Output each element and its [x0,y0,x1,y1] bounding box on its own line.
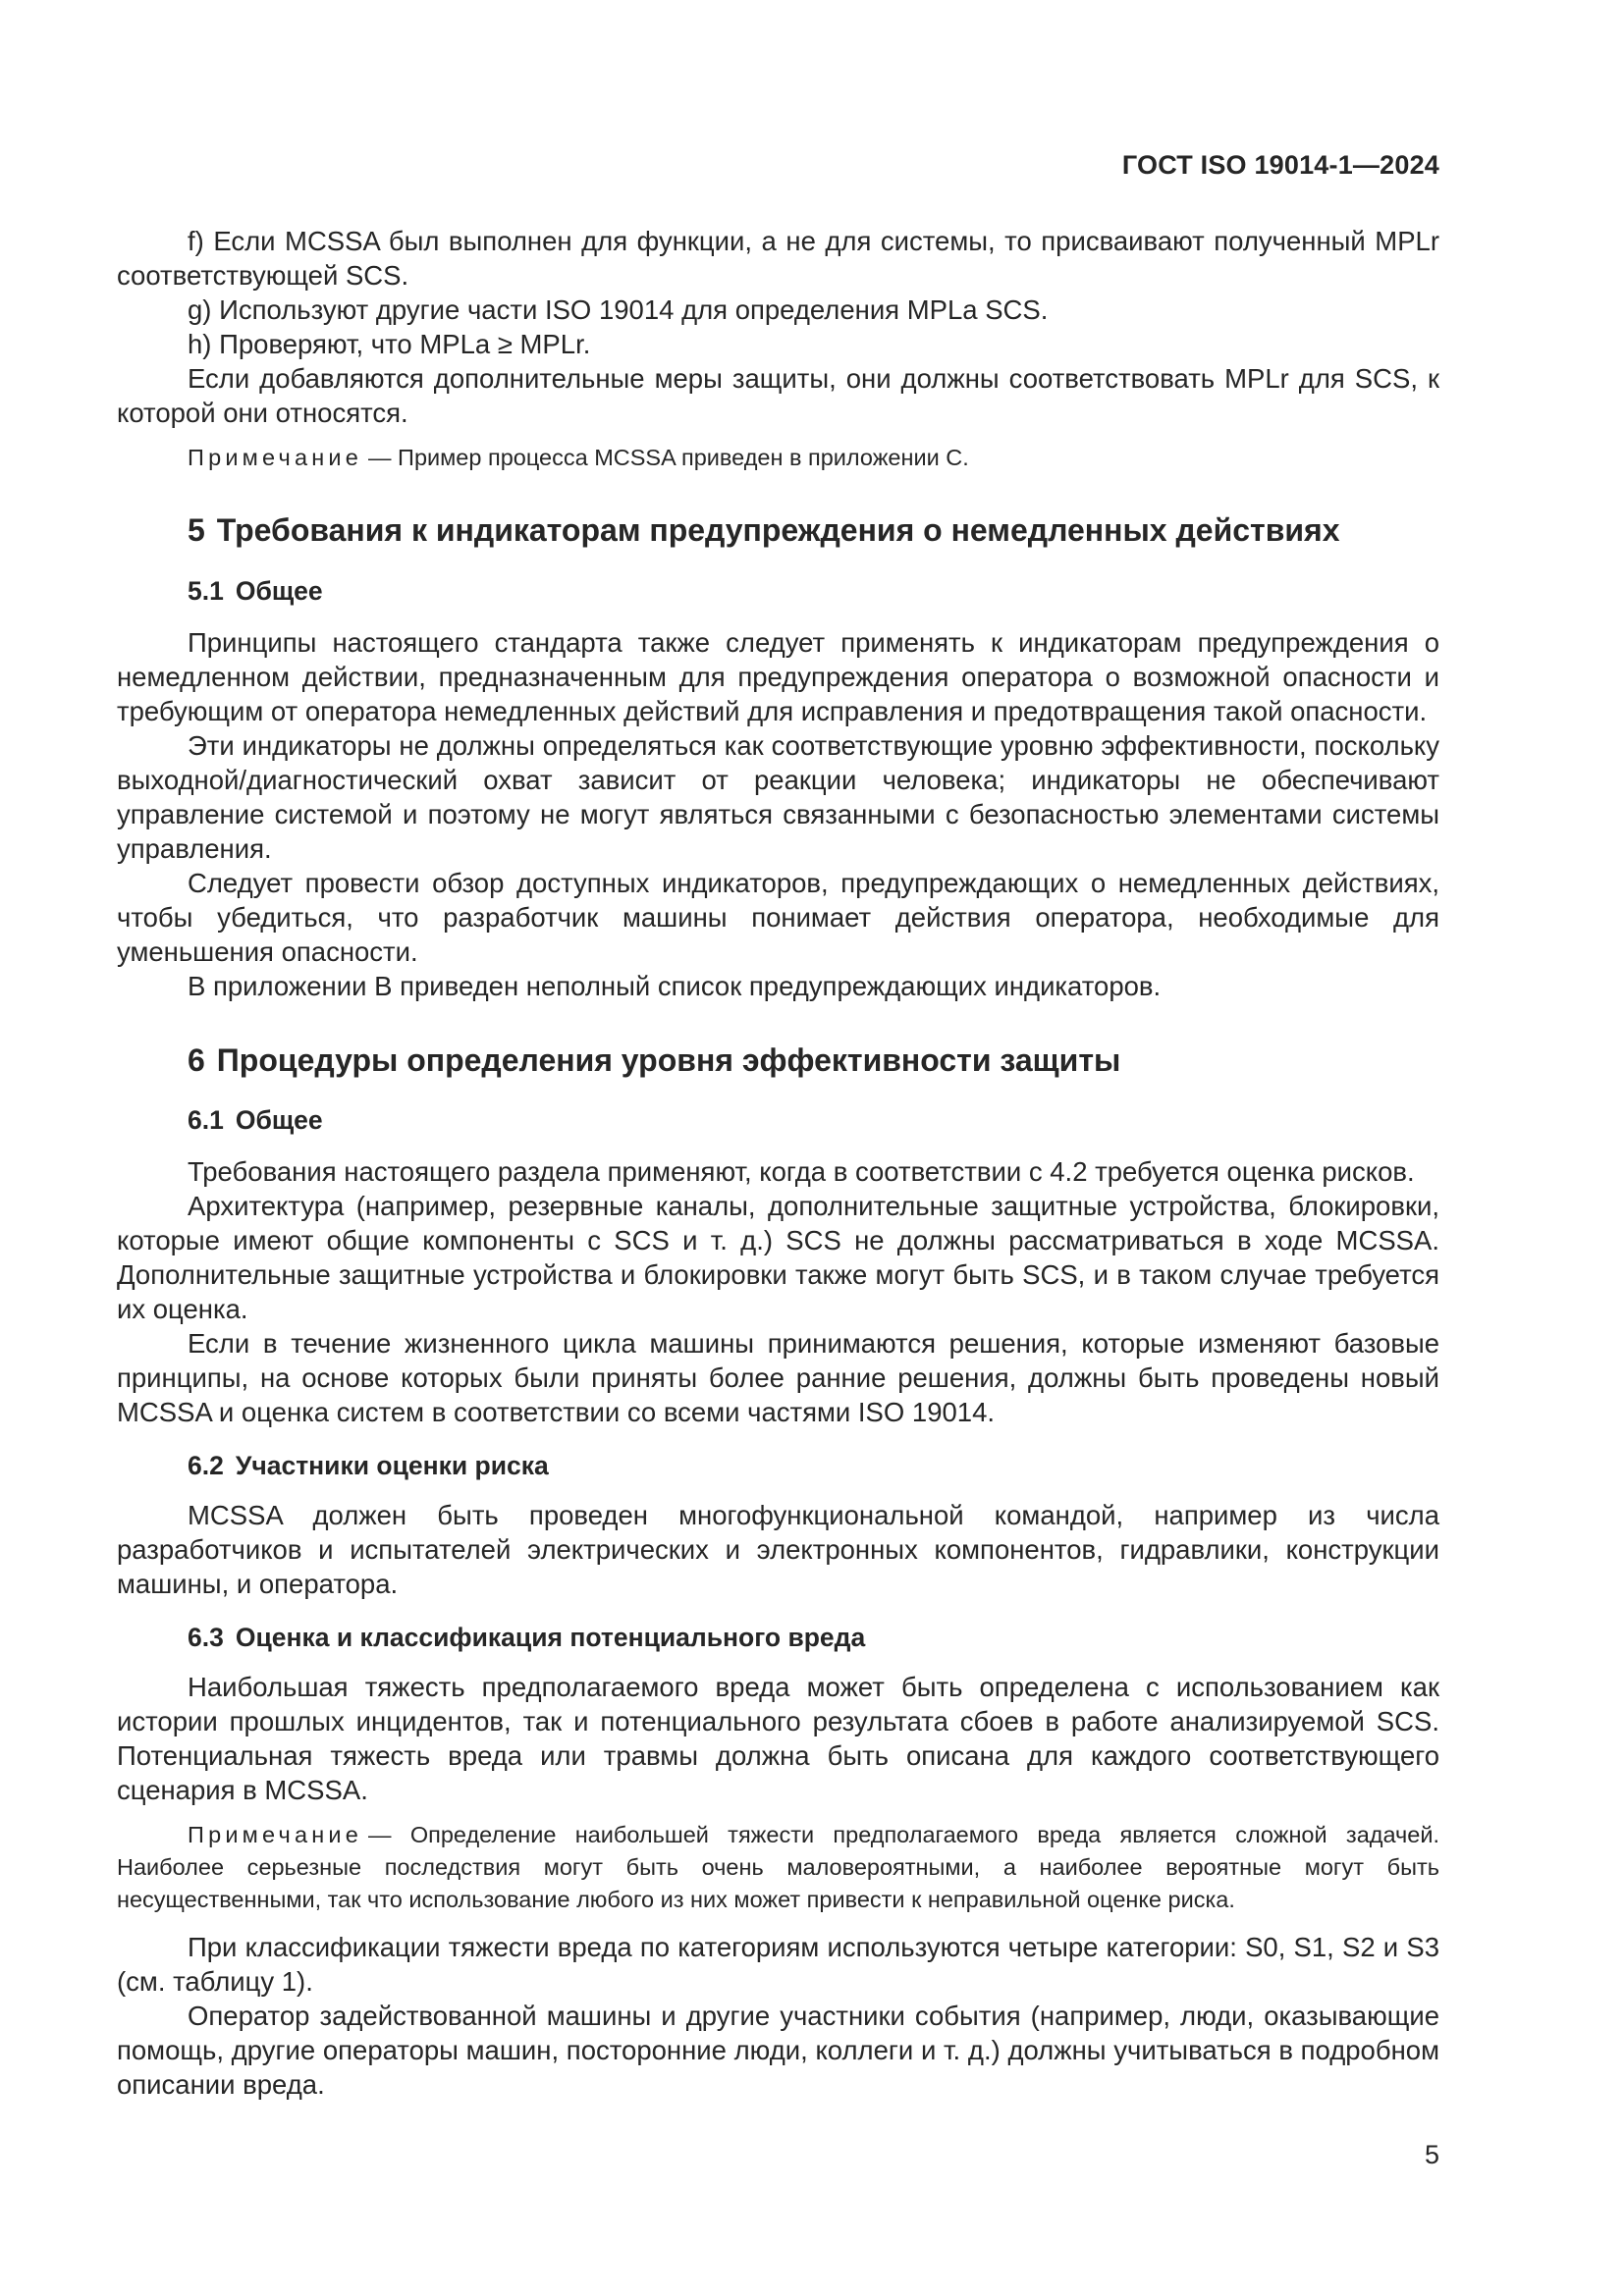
note-label: Примечание [188,1822,363,1847]
paragraph: В приложении В приведен неполный список предупреждающих индикаторов. [188,971,1162,1001]
paragraph: Если в течение жизненного цикла машины принимаются решения, которые изменяют базовые принципы, на основе которых были приняты более ранние решения, должны быть проведены новый MCSSA и оценка систем в соответствии со всеми частями ISO 19014. [117,1328,1439,1427]
paragraph: Эти индикаторы не должны определяться как соответствующие уровню эффективности, поскольку выходной/диагностический охват зависит от реакции человека; индикаторы не обеспечивают управление системой и поэтому не могут являться связанными с безопасностью элементами системы управления. [117,730,1439,864]
section-6-2-heading: 6.2 Участники оценки риска [188,1451,549,1480]
note-label: Примечание [188,445,363,470]
list-item-f: f) Если MCSSA был выполнен для функции, а не для системы, то присваивают полученный MPLr соответствующей SCS. [117,226,1439,291]
page-number: 5 [1424,2140,1439,2169]
section-6-heading: 6 Процедуры определения уровня эффективности защиты [188,1042,1121,1078]
section-6-3-heading: 6.3 Оценка и классификация потенциального вреда [188,1623,866,1652]
page-content [117,224,1439,2102]
paragraph: MCSSA должен быть проведен многофункциональной командой, например из числа разработчиков и испытателей электрических и электронных компонентов, гидравлики, конструкции машины, и оператора. [117,1500,1439,1599]
paragraph: Требования настоящего раздела применяют, когда в соответствии с 4.2 требуется оценка рисков. [188,1156,1415,1187]
paragraph: Если добавляются дополнительные меры защиты, они должны соответствовать MPLr для SCS, к которой они относятся. [117,363,1439,428]
paragraph: При классификации тяжести вреда по категориям используются четыре категории: S0, S1, S2 и S3 (см. таблицу 1). [117,1932,1439,1997]
paragraph: Следует провести обзор доступных индикаторов, предупреждающих о немедленных действиях, чтобы убедиться, что разработчик машины понимает действия оператора, необходимые для уменьшения опасности. [117,868,1439,967]
note-text: — Пример процесса MCSSA приведен в приложении С. [368,445,969,470]
paragraph: Архитектура (например, резервные каналы, дополнительные защитные устройства, блокировки, которые имеют общие компоненты с SCS и т. д.) SCS не должны рассматриваться в ходе MCSSA. Дополнительные защитные устройства и блокировки также могут быть SCS, и в таком случае требуется их оценка. [117,1191,1439,1324]
list-item-h: h) Проверяют, что MPLa ≥ MPLr. [188,329,591,359]
section-6-1-heading: 6.1 Общее [188,1105,323,1135]
paragraph: Оператор задействованной машины и другие участники события (например, люди, оказывающие помощь, другие операторы машин, посторонние люди, коллеги и т. д.) должны учитываться в подробном описании вреда. [117,2001,1439,2100]
section-5-1-heading: 5.1 Общее [188,576,323,606]
list-item-g: g) Используют другие части ISO 19014 для определения MPLa SCS. [188,294,1049,325]
paragraph: Наибольшая тяжесть предполагаемого вреда может быть определена с использованием как истории прошлых инцидентов, так и потенциального результата сбоев в работе анализируемой SCS. Потенциальная тяжесть вреда или травмы должна быть описана для каждого соответствующего сценария в MCSSA. [117,1672,1439,1805]
document-id: ГОСТ ISO 19014-1—2024 [1121,150,1439,180]
note [117,1819,1439,1916]
note-text: — Определение наибольшей тяжести предполагаемого вреда является сложной задачей. Наиболее серьезные последствия могут быть очень маловероятными, а наиболее вероятные могут быть несущественными, так что использование любого из них может привести к неправильной оценке риска. [117,1822,1439,1912]
paragraph: Принципы настоящего стандарта также следует применять к индикаторам предупреждения о немедленном действии, предназначенным для предупреждения оператора о возможной опасности и требующим от оператора немедленных действий для исправления и предотвращения такой опасности. [117,627,1439,726]
section-5-heading: 5 Требования к индикаторам предупреждения о немедленных действиях [188,512,1340,548]
note [117,442,1439,474]
